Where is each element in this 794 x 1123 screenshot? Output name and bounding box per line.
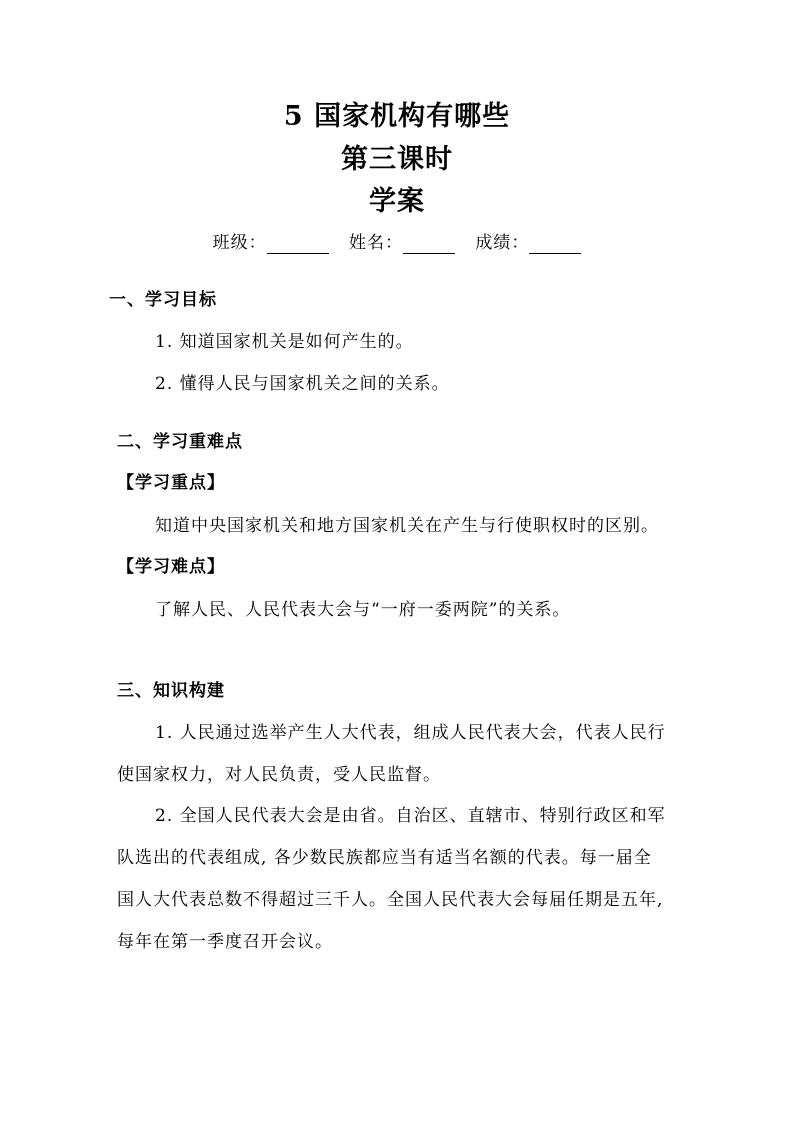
student-info-line [0, 229, 794, 257]
section-heading-key-points: 二、学习重难点 [117, 432, 243, 452]
score-label: 成绩： [475, 233, 530, 253]
knowledge-p1-line1: 1. 人民通过选举产生人大代表，组成人民代表大会，代表人民行 [155, 723, 666, 743]
knowledge-p1-line2: 使国家权力，对人民负责，受人民监督。 [117, 765, 441, 785]
section-heading-objectives: 一、学习目标 [109, 290, 217, 310]
class-blank [267, 233, 329, 254]
difficult-point-label: 【学习难点】 [117, 557, 225, 577]
knowledge-p2-line1: 2. 全国人民代表大会是由省。自治区、直辖市、特别行政区和军 [155, 806, 666, 826]
key-point-label: 【学习重点】 [117, 473, 225, 493]
difficult-point-text: 了解人民、人民代表大会与“一府一委两院”的关系。 [155, 600, 571, 620]
knowledge-p2-line3: 国人大代表总数不得超过三千人。全国人民代表大会每届任期是五年, [117, 890, 664, 910]
key-point-text: 知道中央国家机关和地方国家机关在产生与行使职权时的区别。 [155, 516, 659, 536]
objective-item-2: 2. 懂得人民与国家机关之间的关系。 [155, 374, 450, 394]
knowledge-p2-line4: 每年在第一季度召开会议。 [117, 932, 333, 952]
score-blank [529, 233, 581, 254]
section-heading-knowledge: 三、知识构建 [117, 681, 225, 701]
name-label: 姓名： [349, 233, 403, 253]
lesson-period: 第三课时 [341, 144, 453, 175]
lesson-title: 5 国家机构有哪些 [283, 101, 511, 132]
lesson-type: 学案 [369, 186, 425, 217]
knowledge-p2-line2: 队选出的代表组成, 各少数民族都应当有适当名额的代表。每一届全 [117, 848, 652, 868]
name-blank [403, 233, 455, 254]
class-label: 班级： [212, 233, 267, 253]
objective-item-1: 1. 知道国家机关是如何产生的。 [155, 332, 414, 352]
